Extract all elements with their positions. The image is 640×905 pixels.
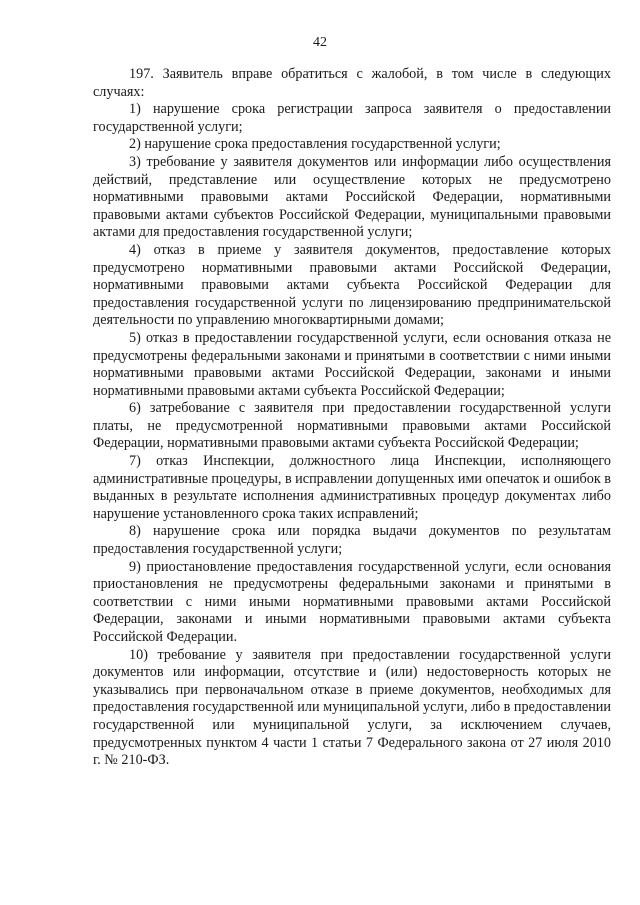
list-item-3: 3) требование у заявителя документов или информации либо осуществления действий, представление или осуществление которых не предусмотрено нормативными правовыми актами Российской Федерации, нормативными правовыми актами субъектов Российской Федерации, муниципальными правовыми актами для предоставления государственной услуги;: [93, 153, 611, 241]
list-item-4: 4) отказ в приеме у заявителя документов, предоставление которых предусмотрено нормативными правовыми актами Российской Федерации, нормативными правовыми актами субъекта Российской Федерации для предоставления государственной услуги по лицензированию предпринимательской деятельности по управлению многоквартирными домами;: [93, 241, 611, 329]
list-item-6: 6) затребование с заявителя при предоставлении государственной услуги платы, не предусмотренной нормативными правовыми актами Российской Федерации, нормативными правовыми актами субъекта Российской Федерации;: [93, 400, 611, 452]
page-number: 42: [313, 35, 327, 50]
list-item-9: 9) приостановление предоставления государственной услуги, если основания приостановления не предусмотрены федеральными законами и принятыми в соответствии с ними иными нормативными правовыми актами Российской Федерации, законами и иными нормативными правовыми актами субъекта Российской Федерации.: [93, 558, 611, 645]
list-item-10: 10) требование у заявителя при предоставлении государственной услуги документов или информации, отсутствие и (или) недостоверность которых не указывались при первоначальном отказе в приеме документов, необходимых для предоставления государственной или муниципальной услуги, либо в предоставлении государственной или муниципальной услуги, за исключением случаев, предусмотренных пунктом 4 части 1 статьи 7 Федерального закона от 27 июля 2010 г. № 210-ФЗ.: [93, 646, 611, 769]
paragraph-197-intro: 197. Заявитель вправе обратиться с жалобой, в том числе в следующих случаях:: [93, 66, 611, 100]
list-item-2: 2) нарушение срока предоставления государственной услуги;: [129, 136, 501, 153]
list-item-1: 1) нарушение срока регистрации запроса заявителя о предоставлении государственной услуги;: [93, 101, 611, 135]
list-item-8: 8) нарушение срока или порядка выдачи документов по результатам предоставления государственной услуги;: [93, 523, 611, 558]
list-item-7: 7) отказ Инспекции, должностного лица Инспекции, исполняющего административные процедуры, в исправлении допущенных ими опечаток и ошибок в выданных в результате исполнения административных процедур документах либо нарушение установленного срока таких исправлений;: [93, 453, 612, 522]
document-body: [93, 66, 611, 770]
list-item-5: 5) отказ в предоставлении государственной услуги, если основания отказа не предусмотрены федеральными законами и принятыми в соответствии с ними иными нормативными правовыми актами Российской Федерации, законами и иными нормативными правовыми актами субъекта Российской Федерации;: [93, 329, 611, 399]
